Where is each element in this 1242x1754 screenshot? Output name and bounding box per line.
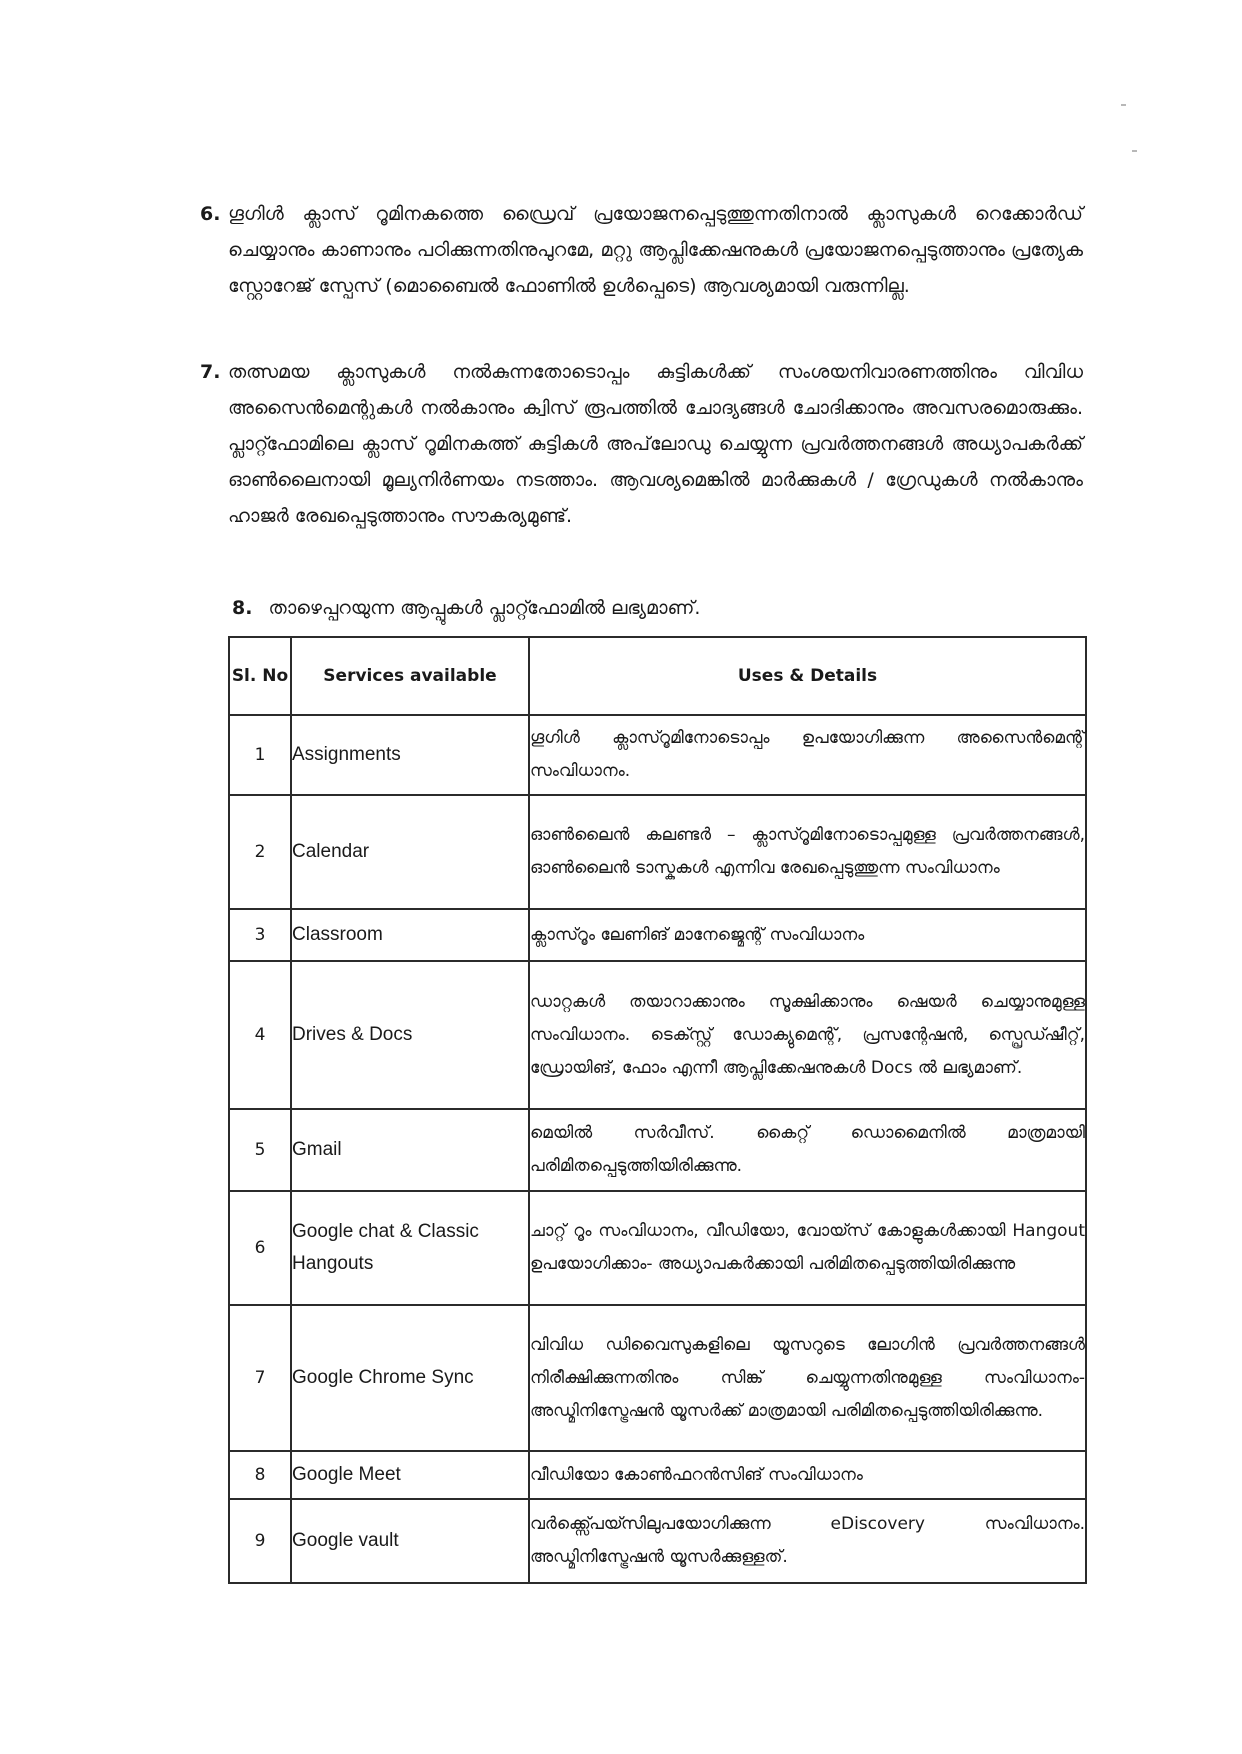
paragraph-number: 8.	[232, 597, 253, 619]
scan-speck	[1121, 104, 1126, 106]
table-row	[229, 795, 1086, 909]
cell-service: Gmail	[291, 1109, 529, 1191]
cell-sl-no: 6	[229, 1191, 291, 1305]
cell-service: Google Chrome Sync	[291, 1305, 529, 1451]
table-row	[229, 961, 1086, 1109]
cell-details: ക്ലാസ്റൂം ലേണിങ് മാനേജ്മെന്റ് സംവിധാനം	[529, 909, 1086, 961]
table-row	[229, 1499, 1086, 1583]
cell-details: ചാറ്റ് റൂം സംവിധാനം, വീഡിയോ, വോയ്സ് കോളുകൾക്കായി Hangout ഉപയോഗിക്കാം- അധ്യാപകർക്കായി പരിമിതപ്പെടുത്തിയിരിക്കുന്നു	[529, 1191, 1086, 1305]
cell-service: Google chat & Classic Hangouts	[291, 1191, 529, 1305]
cell-details: ഗൂഗിൾ ക്ലാസ്റൂമിനോടൊപ്പം ഉപയോഗിക്കുന്ന അസൈൻമെന്റ് സംവിധാനം.	[529, 715, 1086, 795]
table-row	[229, 715, 1086, 795]
cell-details: വീഡിയോ കോൺഫറൻസിങ് സംവിധാനം	[529, 1451, 1086, 1499]
cell-sl-no: 3	[229, 909, 291, 961]
paragraph-7	[200, 354, 1083, 534]
cell-service: Google Meet	[291, 1451, 529, 1499]
cell-service: Classroom	[291, 909, 529, 961]
paragraph-number: 6.	[200, 203, 221, 225]
cell-sl-no: 7	[229, 1305, 291, 1451]
paragraph-8	[232, 590, 700, 626]
scan-speck	[1132, 150, 1137, 152]
table-header-row	[229, 637, 1086, 715]
cell-service: Google vault	[291, 1499, 529, 1583]
cell-service: Assignments	[291, 715, 529, 795]
header-sl-no: Sl. No	[229, 637, 291, 715]
table-row	[229, 1305, 1086, 1451]
cell-service: Calendar	[291, 795, 529, 909]
cell-sl-no: 8	[229, 1451, 291, 1499]
header-services: Services available	[291, 637, 529, 715]
cell-sl-no: 5	[229, 1109, 291, 1191]
cell-sl-no: 4	[229, 961, 291, 1109]
table-row	[229, 1451, 1086, 1499]
paragraph-text: തത്സമയ ക്ലാസുകൾ നൽകുന്നതോടൊപ്പം കുട്ടികൾക്ക് സംശയനിവാരണത്തിനും വിവിധ അസൈൻമെന്റുകൾ നൽകാനും ക്വിസ് രൂപത്തിൽ ചോദ്യങ്ങൾ ചോദിക്കാനും അവസരമൊരുക്കും. പ്ലാറ്റ്ഫോമിലെ ക്ലാസ് റൂമിനകത്ത് കുട്ടികൾ അപ്‌ലോഡു ചെയ്യുന്ന പ്രവർത്തനങ്ങൾ അധ്യാപകർക്ക് ഓൺലൈനായി മൂല്യനിർണയം നടത്താം. ആവശ്യമെങ്കിൽ മാർക്കുകൾ / ഗ്രേഡുകൾ നൽകാനും ഹാജർ രേഖപ്പെടുത്താനും സൗകര്യമുണ്ട്.	[228, 361, 1083, 527]
cell-sl-no: 1	[229, 715, 291, 795]
table-row	[229, 1109, 1086, 1191]
cell-sl-no: 2	[229, 795, 291, 909]
table-row	[229, 1191, 1086, 1305]
cell-details: ഓൺലൈൻ കലണ്ടർ – ക്ലാസ്റൂമിനോടൊപ്പമുള്ള പ്രവർത്തനങ്ങൾ, ഓൺലൈൻ ടാസ്കുകൾ എന്നിവ രേഖപ്പെടുത്തുന്ന സംവിധാനം	[529, 795, 1086, 909]
cell-details: വർക്ക്സ്പെയ്സിലുപയോഗിക്കുന്ന eDiscovery സംവിധാനം. അഡ്മിനിസ്ട്രേഷൻ യൂസർക്കുള്ളത്.	[529, 1499, 1086, 1583]
cell-details: ഡാറ്റകൾ തയാറാക്കാനും സൂക്ഷിക്കാനും ഷെയർ ചെയ്യാനുമുള്ള സംവിധാനം. ടെക്സ്റ്റ് ഡോക്യുമെന്റ്, പ്രസന്റേഷൻ, സ്പ്രെഡ്ഷീറ്റ്, ഡ്രോയിങ്, ഫോം എന്നീ ആപ്ലിക്കേഷനുകൾ Docs ൽ ലഭ്യമാണ്.	[529, 961, 1086, 1109]
paragraph-text: ഗൂഗിൾ ക്ലാസ് റൂമിനകത്തെ ഡ്രൈവ് പ്രയോജനപ്പെടുത്തുന്നതിനാൽ ക്ലാസുകൾ റെക്കോർഡ് ചെയ്യാനും കാണാനും പഠിക്കുന്നതിനുപുറമേ, മറ്റു ആപ്ലിക്കേഷനുകൾ പ്രയോജനപ്പെടുത്താനും പ്രത്യേക സ്റ്റോറേജ് സ്പേസ് (മൊബൈൽ ഫോണിൽ ഉൾപ്പെടെ) ആവശ്യമായി വരുന്നില്ല.	[228, 203, 1083, 297]
cell-service: Drives & Docs	[291, 961, 529, 1109]
paragraph-number: 7.	[200, 361, 221, 383]
cell-details: വിവിധ ഡിവൈസുകളിലെ യൂസറുടെ ലോഗിൻ പ്രവർത്തനങ്ങൾ നിരീക്ഷിക്കുന്നതിനും സിങ്ക് ചെയ്യുന്നതിനുമുള്ള സംവിധാനം- അഡ്മിനിസ്ട്രേഷൻ യൂസർക്ക് മാത്രമായി പരിമിതപ്പെടുത്തിയിരിക്കുന്നു.	[529, 1305, 1086, 1451]
cell-sl-no: 9	[229, 1499, 291, 1583]
paragraph-6	[200, 196, 1083, 304]
cell-details: മെയിൽ സർവീസ്. കൈറ്റ് ഡൊമൈനിൽ മാത്രമായി പരിമിതപ്പെടുത്തിയിരിക്കുന്നു.	[529, 1109, 1086, 1191]
header-uses-details: Uses & Details	[529, 637, 1086, 715]
paragraph-text: താഴെപ്പറയുന്ന ആപ്പുകൾ പ്ലാറ്റ്ഫോമിൽ ലഭ്യമാണ്.	[268, 597, 701, 619]
services-table	[228, 636, 1087, 1584]
table-row	[229, 909, 1086, 961]
